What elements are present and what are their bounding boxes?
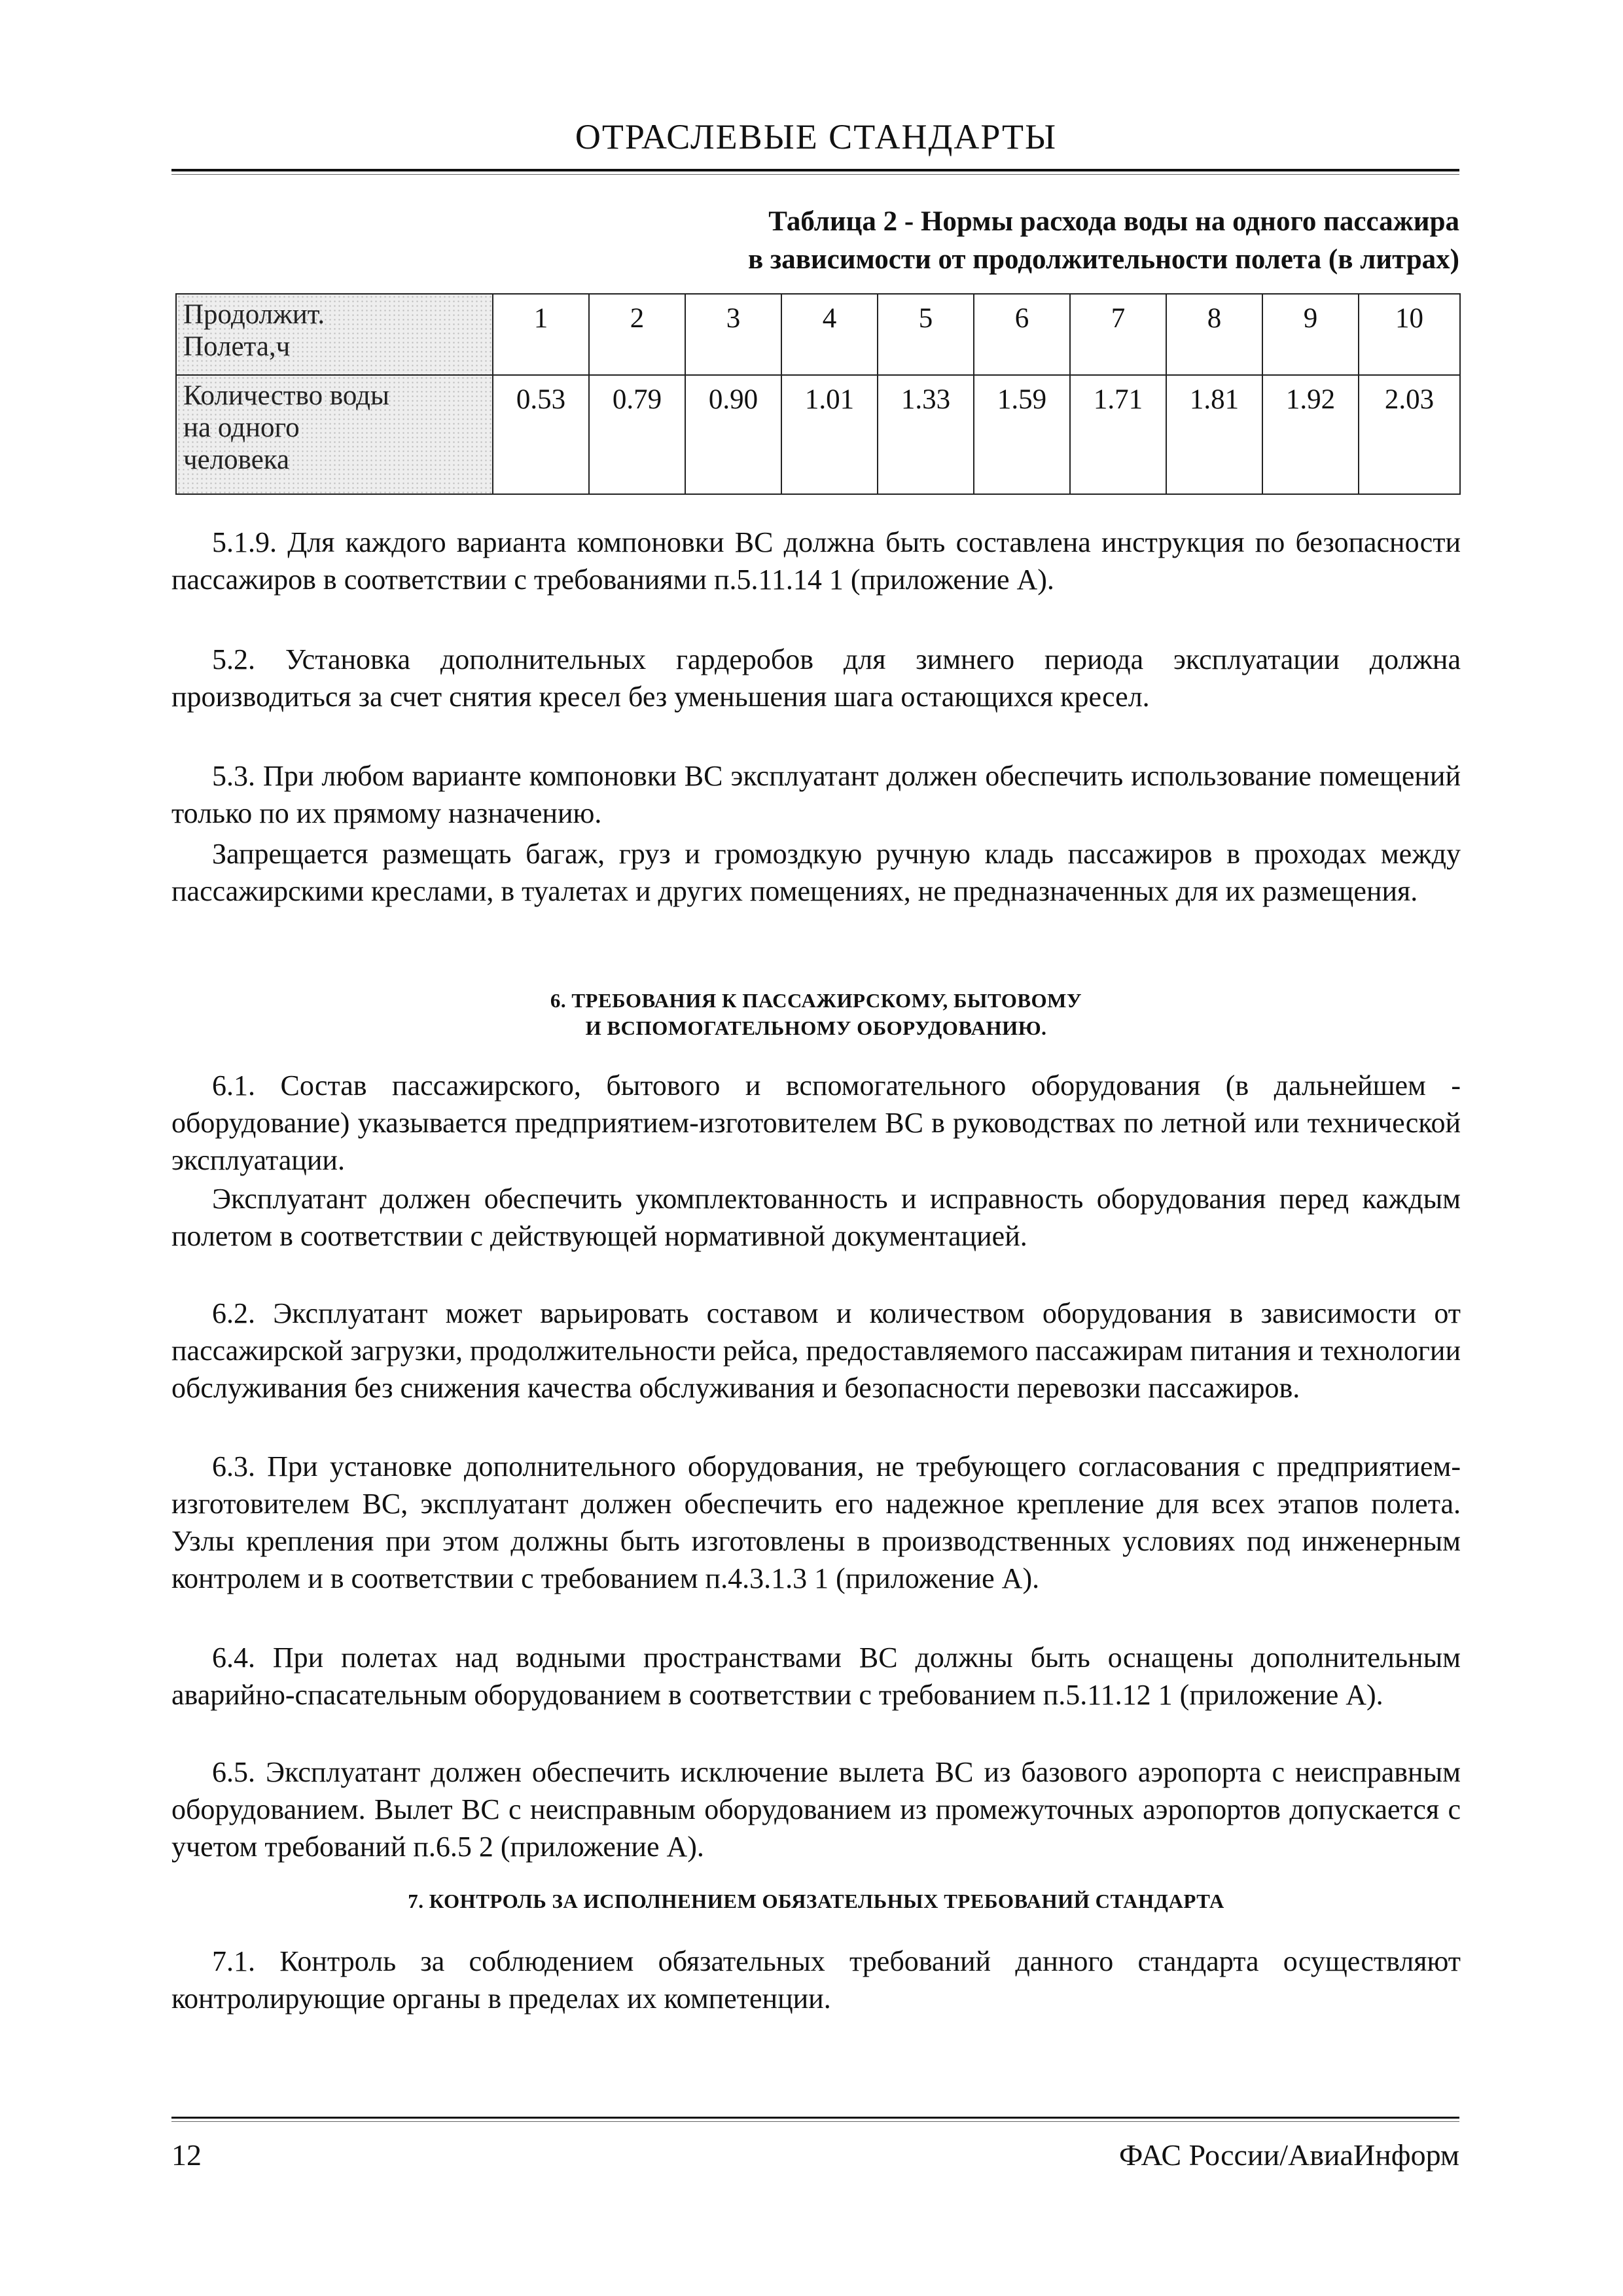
table-cell-water: 1.71 [1070,375,1166,494]
section-6-heading [171,987,1461,1042]
table-cell-hours: 7 [1070,294,1166,375]
table-cell-water: 1.92 [1262,375,1359,494]
row-header-water-line-2: на одного [183,412,300,443]
table-cell-hours: 4 [781,294,878,375]
header-rule [171,169,1459,171]
table-row-duration [176,294,1460,375]
section-7-heading: 7. КОНТРОЛЬ ЗА ИСПОЛНЕНИЕМ ОБЯЗАТЕЛЬНЫХ ТРЕБОВАНИЙ СТАНДАРТА [408,1890,1224,1912]
row-header-duration [176,294,493,375]
table-cell-hours: 6 [974,294,1070,375]
table-caption-line-1: Таблица 2 - Нормы расхода воды на одного пассажира [768,206,1459,237]
row-header-water-line-3: человека [183,444,290,475]
row-header-water [176,375,493,494]
table-cell-water: 1.01 [781,375,878,494]
row-header-duration-line-1: Продолжит. [183,299,325,330]
footer-rule [171,2117,1459,2119]
paragraph-6-5: 6.5. Эксплуатант должен обеспечить исключение вылета ВС из базового аэропорта с неисправным оборудованием. Вылет ВС с неисправным оборудованием из промежуточных аэропортов допускается с учетом требований п.6.5 2 (приложение А). [171,1756,1461,1863]
table-caption-line-2: в зависимости от продолжительности полета (в литрах) [747,244,1459,275]
row-header-water-line-1: Количество воды [183,380,389,411]
paragraph-6-3: 6.3. При установке дополнительного оборудования, не требующего согласования с предприятием-изготовителем ВС, эксплуатант должен обеспечить его надежное крепление для всех этапов полета. Узлы крепления при этом должны быть изготовлены в производственных условиях под инженерным контролем и в соответствии с требованием п.4.3.1.3 1 (приложение А). [171,1450,1461,1594]
publisher-name: ФАС России/АвиаИнформ [1118,2138,1459,2172]
section-6-heading-line-2: И ВСПОМОГАТЕЛЬНОМУ ОБОРУДОВАНИЮ. [585,1016,1047,1039]
running-title: ОТРАСЛЕВЫЕ СТАНДАРТЫ [575,117,1058,156]
paragraph-5-1-9: 5.1.9. Для каждого варианта компоновки ВС должна быть составлена инструкция по безопасности пассажиров в соответствии с требованиями п.5.11.14 1 (приложение А). [171,526,1461,596]
table-cell-water: 0.53 [493,375,589,494]
table-cell-hours: 1 [493,294,589,375]
paragraph-5-2: 5.2. Установка дополнительных гардеробов для зимнего периода эксплуатации должна производиться за счет снятия кресел без уменьшения шага остающихся кресел. [171,643,1461,713]
table-cell-hours: 10 [1359,294,1460,375]
table-cell-hours: 9 [1262,294,1359,375]
paragraph-5-3: 5.3. При любом варианте компоновки ВС эксплуатант должен обеспечить использование помещений только по их прямому назначению. [171,760,1461,829]
table-row-water [176,375,1460,494]
table-caption [171,203,1459,279]
table-cell-water: 1.33 [878,375,974,494]
table-cell-hours: 5 [878,294,974,375]
table-cell-water: 1.59 [974,375,1070,494]
table-cell-water: 0.79 [589,375,685,494]
paragraph-6-2: 6.2. Эксплуатант может варьировать составом и количеством оборудования в зависимости от пассажирской загрузки, продолжительности рейса, предоставляемого пассажирам питания и технологии обслуживания без снижения качества обслуживания и безопасности перевозки пассажиров. [171,1297,1461,1404]
paragraph-6-1: 6.1. Состав пассажирского, бытового и вспомогательного оборудования (в дальнейшем - оборудование) указывается предприятием-изготовителем ВС в руководствах по летной или технической эксплуатации. [171,1069,1461,1176]
header-rule-thin [171,174,1459,175]
table-cell-water: 0.90 [685,375,781,494]
table-cell-hours: 2 [589,294,685,375]
row-header-duration-line-2: Полета,ч [183,331,291,362]
page-number: 12 [171,2138,202,2172]
water-norms-table [175,293,1461,495]
paragraph-6-4: 6.4. При полетах над водными пространствами ВС должны быть оснащены дополнительным аварийно-спасательным оборудованием в соответствии с требованием п.5.11.12 1 (приложение А). [171,1641,1461,1711]
paragraph-5-3-prohibition: Запрещается размещать багаж, груз и громоздкую ручную кладь пассажиров в проходах между пассажирскими креслами, в туалетах и других помещениях, не предназначенных для их размещения. [171,838,1461,907]
paragraph-7-1: 7.1. Контроль за соблюдением обязательных требований данного стандарта осуществляют контролирующие органы в пределах их компетенции. [171,1945,1461,2015]
footer-rule-thin [171,2121,1459,2122]
table-cell-hours: 3 [685,294,781,375]
table-cell-water: 1.81 [1166,375,1262,494]
table-cell-water: 2.03 [1359,375,1460,494]
table-cell-hours: 8 [1166,294,1262,375]
section-6-heading-line-1: 6. ТРЕБОВАНИЯ К ПАССАЖИРСКОМУ, БЫТОВОМУ [550,989,1082,1012]
paragraph-6-1-completeness: Эксплуатант должен обеспечить укомплектованность и исправность оборудования перед каждым полетом в соответствии с действующей нормативной документацией. [171,1183,1461,1252]
